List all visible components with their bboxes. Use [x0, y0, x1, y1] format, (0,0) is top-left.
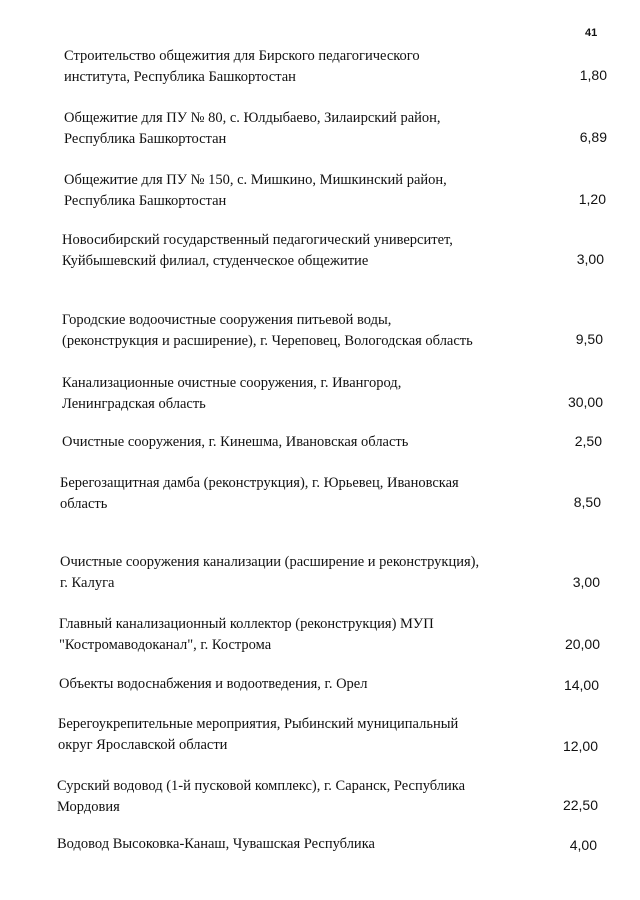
entry-value: 1,80 — [579, 67, 607, 83]
entry-name: Общежитие для ПУ № 80, с. Юлдыбаево, Зилаирский район, Республика Башкортостан — [64, 110, 441, 147]
entry-value: 3,00 — [576, 251, 604, 267]
entry-value: 3,00 — [572, 574, 600, 590]
entry-name: Новосибирский государственный педагогический университет, Куйбышевский филиал, студенческое общежитие — [62, 232, 453, 269]
entry-value: 6,89 — [579, 129, 607, 145]
entry-value: 8,50 — [573, 494, 601, 510]
entry-value: 20,00 — [564, 636, 600, 652]
entry-name: Берегозащитная дамба (реконструкция), г. Юрьевец, Ивановская область — [60, 475, 459, 512]
entry-name: Берегоукрепительные мероприятия, Рыбинский муниципальный округ Ярославской области — [58, 716, 459, 753]
entry-name: Главный канализационный коллектор (реконструкция) МУП "Костромаводоканал", г. Кострома — [59, 616, 434, 653]
page-number: 41 — [585, 27, 598, 39]
entry-name: Сурский водовод (1-й пусковой комплекс), г. Саранск, Республика Мордовия — [57, 778, 466, 815]
entry-name: Очистные сооружения канализации (расширение и реконструкция), г. Калуга — [60, 554, 480, 591]
entry-name: Городские водоочистные сооружения питьевой воды, (реконструкция и расширение), г. Череповец, Вологодская область — [62, 312, 473, 349]
entry-value: 30,00 — [567, 394, 603, 410]
entry-value: 2,50 — [574, 433, 602, 449]
entry-name: Общежитие для ПУ № 150, с. Мишкино, Мишкинский район, Республика Башкортостан — [64, 172, 447, 209]
entry-value: 4,00 — [569, 837, 597, 853]
entry-value: 9,50 — [575, 331, 603, 347]
entry-name: Очистные сооружения, г. Кинешма, Ивановская область — [62, 434, 409, 450]
entry-value: 1,20 — [578, 191, 606, 207]
entry-name: Водовод Высоковка-Канаш, Чувашская Республика — [57, 836, 375, 852]
entry-name: Канализационные очистные сооружения, г. Ивангород, Ленинградская область — [62, 375, 402, 412]
entry-value: 12,00 — [562, 738, 598, 754]
entry-name: Строительство общежития для Бирского педагогического института, Республика Башкортостан — [64, 48, 420, 85]
entry-value: 22,50 — [562, 797, 598, 813]
entry-value: 14,00 — [563, 677, 599, 693]
entry-name: Объекты водоснабжения и водоотведения, г. Орел — [59, 676, 368, 692]
